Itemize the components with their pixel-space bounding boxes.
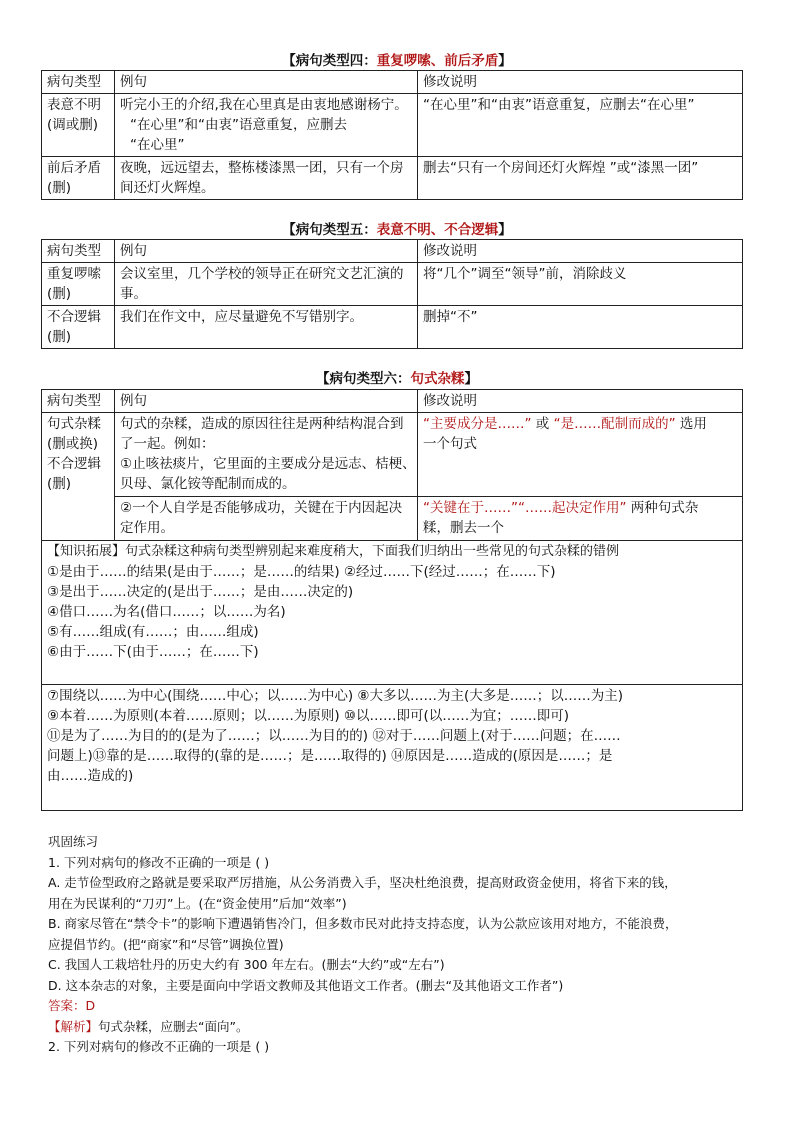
header-example: 例句	[115, 71, 418, 94]
row-fix: 删去“只有一个房间还灯火辉煌 ”或“漆黑一团”	[418, 157, 743, 200]
table-row	[42, 497, 743, 541]
row-fix: 删掉“不”	[418, 306, 743, 349]
section5-table	[41, 239, 743, 349]
section6-title: 【病句类型六：句式杂糅】	[316, 371, 478, 387]
knowledge-extension: 【知识拓展】句式杂糅这种病句类型辨别起来难度稍大，下面我们归纳出一些常见的句式杂糅的错例 ①是由于……的结果(是由于……；是……的结果) ②经过……下(经过……；在……下) ③是出于……决定的(是出于……；是由……决定的) ④借口……为名(借口……；以……为名) ⑤有……组成(有……；由……组成) ⑥由于……下(由于……；在……下)	[42, 541, 743, 685]
row-example: ②一个人自学是否能够成功，关键在于内因起决 定作用。	[115, 497, 418, 541]
question-2: 2. 下列对病句的修改不正确的一项是 ( )	[48, 1039, 270, 1054]
row-fix: “关键在于……”“……起决定作用” 两种句式杂 糅，删去一个	[418, 497, 743, 541]
header-type: 病句类型	[42, 240, 115, 263]
knowledge-extension-2: ⑦围绕以……为中心(围绕……中心；以……为中心) ⑧大多以……为主(大多是……；以……为主) ⑨本着……为原则(本着……原则；以……为原则) ⑩以……即可(以……为宜；……即可) ⑪是为了……为目的的(是为了……；以……为目的的) ⑫对于……问题上(对于……问题；在…… 问题上)⑬靠的是……取得的(靠的是……；是……取得的) ⑭原因是……造成的(原因是……；是 由……造成的)	[42, 685, 743, 811]
table-header-row	[42, 71, 743, 94]
question-1: 1. 下列对病句的修改不正确的一项是 ( )	[48, 854, 270, 870]
header-example: 例句	[115, 390, 418, 413]
knowledge-extension-row	[42, 541, 743, 685]
table-row	[42, 94, 743, 157]
option-b: B. 商家尽管在“禁令卡”的影响下遭遇销售冷门，但多数市民对此持支持态度，认为公款应该用对地方，不能浪费，	[48, 916, 678, 931]
knowledge-extension-row-2	[42, 685, 743, 811]
table-row	[42, 413, 743, 497]
row-type: 表意不明 (调或删)	[42, 94, 115, 157]
row-fix: 将“几个”调至“领导”前，消除歧义	[418, 263, 743, 306]
row-type: 不合逻辑 (删)	[42, 306, 115, 349]
row-type: 重复啰嗦 (删)	[42, 263, 115, 306]
header-fix: 修改说明	[418, 240, 743, 263]
row-type: 前后矛盾 (删)	[42, 157, 115, 200]
option-c: C. 我国人工栽培牡丹的历史大约有 300 年左右。(删去“大约”或“左右”)	[48, 957, 445, 972]
table-row	[42, 263, 743, 306]
section4-title: 【病句类型四：重复啰嗦、前后矛盾】	[282, 53, 512, 69]
practice-heading: 巩固练习	[48, 834, 99, 849]
row-example: 会议室里，几个学校的领导正在研究文艺汇演的 事。	[115, 263, 418, 306]
section6-table	[41, 389, 743, 811]
option-d: D. 这本杂志的对象，主要是面向中学语文教师及其他语文工作者。(删去“及其他语文工作者”)	[48, 977, 564, 993]
row-example: 听完小王的介绍,我在心里真是由衷地感谢杨宁。 “在心里”和“由衷”语意重复，应删去 “在心里”	[115, 94, 418, 157]
row-example: 夜晚，远远望去，整栋楼漆黑一团，只有一个房 间还灯火辉煌。	[115, 157, 418, 200]
header-fix: 修改说明	[418, 71, 743, 94]
row-example: 句式的杂糅，造成的原因往往是两种结构混合到 了一起。例如： ①止咳祛痰片，它里面的主要成分是远志、桔梗、 贝母、氯化铵等配制而成的。	[115, 413, 418, 497]
section5-title-highlight: 表意不明、不合逻辑	[376, 222, 499, 238]
analysis: 【解析】句式杂糅，应删去“面向”。	[48, 1018, 249, 1034]
header-type: 病句类型	[42, 390, 115, 413]
section4-table	[41, 70, 743, 200]
row-example: 我们在作文中，应尽量避免不写错别字。	[115, 306, 418, 349]
header-example: 例句	[115, 240, 418, 263]
header-fix: 修改说明	[418, 390, 743, 413]
table-row	[42, 306, 743, 349]
row-fix: “在心里”和“由衷”语意重复，应删去“在心里”	[418, 94, 743, 157]
table-row	[42, 157, 743, 200]
table-header-row	[42, 390, 743, 413]
section4-title-highlight: 重复啰嗦、前后矛盾	[376, 53, 499, 69]
practice-section: 巩固练习 1. 下列对病句的修改不正确的一项是 ( ) A. 走节俭型政府之路就是要采取严厉措施，从公务消费入手，坚决杜绝浪费，提高财政资金使用，将省下来的钱， 用在为民谋利的“刀刃”上。(在“资金使用”后加“效率”) B. 商家尽管在“禁令卡”的影响下遭遇销售冷门，但多数市民对此持支持态度，认为公款应该用对地方，不能浪费， 应提倡节约。(把“商家”和“尽管”调换位置) C. 我国人工栽培牡丹的历史大约有 300 年左右。(删去“大约”或“左右”) D. 这本杂志的对象，主要是面向中学语文教师及其他语文工作者。(删去“及其他语文工作者”) 答案：D 【解析】句式杂糅，应删去“面向”。 2. 下列对病句的修改不正确的一项是 ( )	[48, 832, 748, 1058]
header-type: 病句类型	[42, 71, 115, 94]
section6-title-highlight: 句式杂糅	[410, 371, 465, 387]
row-fix: “主要成分是……” 或 “是……配制而成的” 选用 一个句式	[418, 413, 743, 497]
answer: 答案：D	[48, 998, 96, 1013]
table-header-row	[42, 240, 743, 263]
option-a: A. 走节俭型政府之路就是要采取严厉措施，从公务消费入手，坚决杜绝浪费，提高财政资金使用，将省下来的钱，	[48, 875, 677, 890]
row-type: 句式杂糅 (删或换) 不合逻辑 (删)	[42, 413, 115, 541]
section5-title: 【病句类型五：表意不明、不合逻辑】	[282, 222, 512, 238]
